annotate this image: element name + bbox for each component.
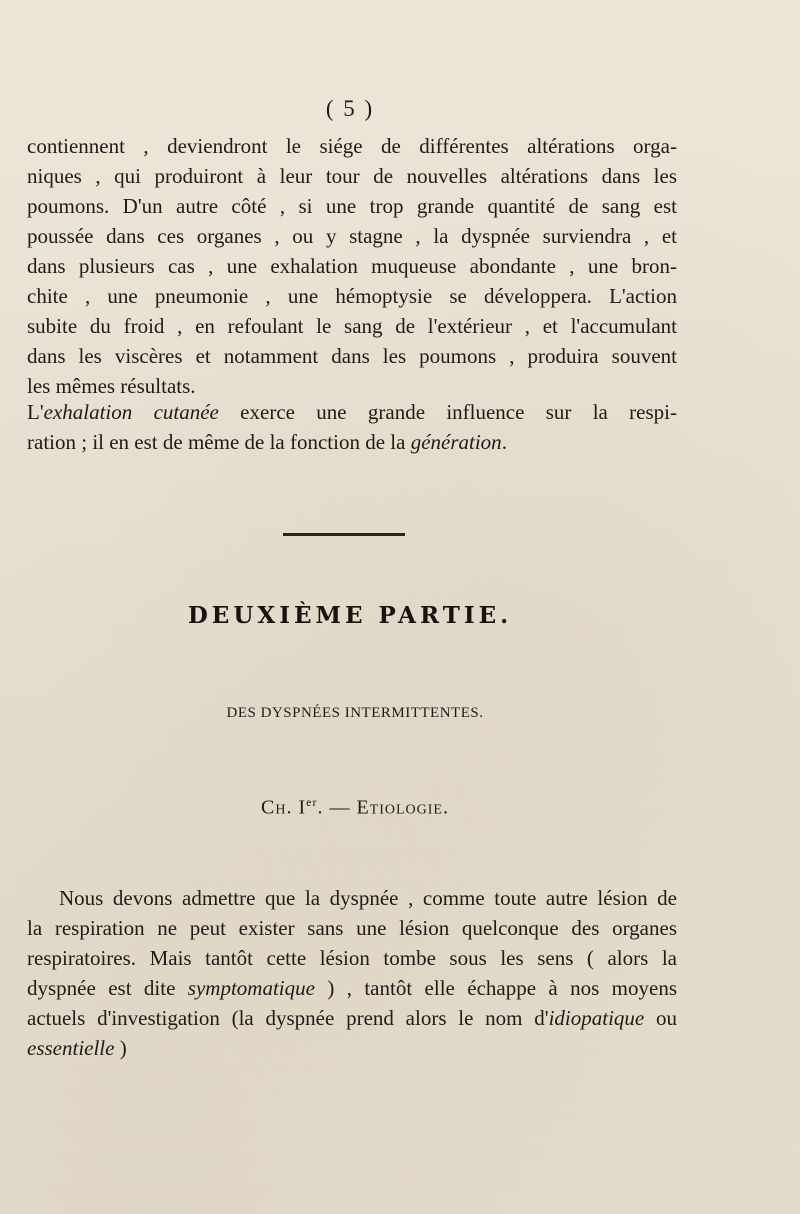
text-line: dans plusieurs cas , une exhalation muqueuse abondante , une bron- xyxy=(27,254,677,278)
paragraph-2 xyxy=(27,397,677,457)
chapter-prefix: Ch. I xyxy=(261,796,307,819)
text-line: contiennent , deviendront le siége de différentes altérations orga- xyxy=(27,134,677,158)
text-line xyxy=(27,1033,677,1063)
section-divider xyxy=(283,533,405,536)
paragraph-3 xyxy=(27,883,677,1063)
text-line: respiratoires. Mais tantôt cette lésion tombe sous les sens ( alors la xyxy=(27,946,677,970)
text-line: chite , une pneumonie , une hémoptysie se développera. L'action xyxy=(27,284,677,308)
text-run: ) , tantôt elle échappe à nos moyens xyxy=(314,976,677,1000)
paragraph-1 xyxy=(27,131,677,401)
section-title: DES DYSPNÉES INTERMITTENTES. xyxy=(226,705,484,721)
page-number: ( 5 ) xyxy=(325,96,375,121)
chapter-superscript: er xyxy=(306,795,318,809)
italic-term: génération xyxy=(410,430,502,454)
text-line xyxy=(27,397,677,427)
text-run: ) xyxy=(114,1036,127,1060)
text-line: poumons. D'un autre côté , si une trop grande quantité de sang est xyxy=(27,194,677,218)
text-run: L' xyxy=(27,400,44,424)
text-line: subite du froid , en refoulant le sang de l'extérieur , et l'accumulant xyxy=(27,314,677,338)
part-title: DEUXIÈME PARTIE. xyxy=(187,602,513,629)
text-run: ration ; il en est de même de la fonction de la xyxy=(27,430,411,454)
text-line: la respiration ne peut exister sans une lésion quelconque des organes xyxy=(27,916,677,940)
text-run: ou xyxy=(644,1006,677,1030)
text-line: poussée dans ces organes , ou y stagne , la dyspnée surviendra , et xyxy=(27,224,677,248)
chapter-title xyxy=(0,795,710,820)
text-run: dyspnée est dite xyxy=(27,976,188,1000)
text-line: niques , qui produiront à leur tour de nouvelles altérations dans les xyxy=(27,164,677,188)
chapter-suffix: . — Etiologie. xyxy=(317,796,449,819)
italic-term: exhalation cutanée xyxy=(43,400,219,424)
text-line xyxy=(27,1003,677,1033)
italic-term: essentielle xyxy=(27,1036,115,1060)
text-run: exerce une grande influence sur la respi- xyxy=(218,400,677,424)
text-run: . xyxy=(501,430,507,454)
text-line: dans les viscères et notamment dans les poumons , produira souvent xyxy=(27,344,677,368)
italic-term: symptomatique xyxy=(187,976,315,1000)
italic-term: idiopatique xyxy=(548,1006,645,1030)
text-line xyxy=(27,427,677,457)
text-line xyxy=(27,973,677,1003)
text-line: Nous devons admettre que la dyspnée , comme toute autre lésion de xyxy=(59,886,677,910)
text-line: les mêmes résultats. xyxy=(27,374,196,398)
text-run: actuels d'investigation (la dyspnée prend alors le nom d' xyxy=(27,1006,549,1030)
